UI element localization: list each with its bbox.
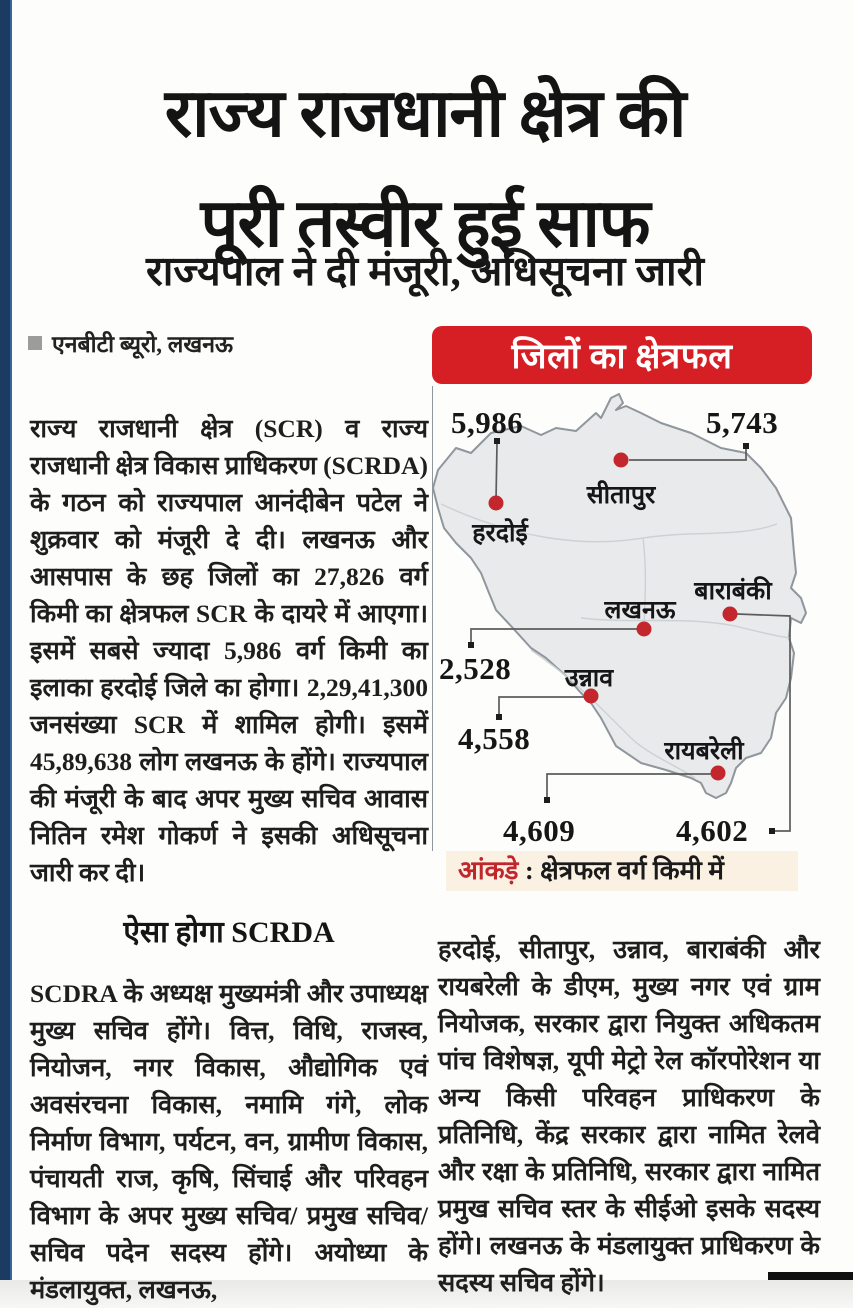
- section-heading: ऐसा होगा SCRDA: [123, 916, 335, 949]
- headline-line1: राज्य राजधानी क्षेत्र की: [164, 76, 686, 151]
- infographic-caption: [446, 851, 798, 891]
- area-sitapur: 5,743: [706, 405, 779, 440]
- area-unnao: 4,558: [458, 721, 531, 756]
- district-area-infographic: [432, 326, 812, 891]
- label-sitapur: सीतापुर: [586, 482, 656, 509]
- area-raebareli: 4,609: [503, 813, 576, 848]
- dot-sitapur: [614, 453, 629, 468]
- article-paragraph-1: राज्य राजधानी क्षेत्र (SCR) व राज्य राजधानी क्षेत्र विकास प्राधिकरण (SCRDA) के गठन को राज्यपाल आनंदीबेन पटेल ने शुक्रवार को मंजूरी दे दी। लखनऊ और आसपास के छह जिलों का 27,826 वर्ग किमी का क्षेत्रफल SCR के दायरे में आएगा। इसमें सबसे ज्यादा 5,986 वर्ग किमी का इलाका हरदोई जिले का होगा। 2,29,41,300 जनसंख्या SCR में शामिल होगी। इसमें 45,89,638 लोग लखनऊ के होंगे। राज्यपाल की मंजूरी के बाद अपर मुख्य सचिव आवास नितिन रमेश गोकर्ण ने इसकी अधिसूचना जारी कर दी।: [30, 413, 428, 887]
- dot-barabanki: [723, 607, 738, 622]
- label-raebareli: रायबरेली: [664, 738, 744, 765]
- label-unnao: उन्नाव: [564, 665, 614, 692]
- label-lucknow: लखनऊ: [604, 597, 676, 624]
- area-lucknow: 2,528: [439, 651, 512, 686]
- district-map: [432, 386, 813, 851]
- infographic-title-banner: जिलों का क्षेत्रफल: [432, 326, 812, 384]
- dot-raebareli: [711, 766, 726, 781]
- page-edge-bar: [0, 0, 12, 1280]
- byline-text: एनबीटी ब्यूरो, लखनऊ: [52, 332, 234, 357]
- caption-rest: : क्षेत्रफल वर्ग किमी में: [518, 856, 724, 885]
- article-paragraph-3: हरदोई, सीतापुर, उन्नाव, बाराबंकी और रायबरेली के डीएम, मुख्य नगर एवं ग्राम नियोजक, सरकार द्वारा नियुक्त अधिकतम पांच विशेषज्ञ, यूपी मेट्रो रेल कॉरपोरेशन या अन्य किसी परिवहन प्राधिकरण के प्रतिनिधि, केंद्र सरकार द्वारा नामित रेलवे और रक्षा के प्रतिनिधि, सरकार द्वारा नामित प्रमुख सचिव स्तर के सीईओ इसके सदस्य होंगे। लखनऊ के मंडलायुक्त प्राधिकरण के सदस्य सचिव होंगे।: [438, 934, 820, 1297]
- dot-hardoi: [489, 496, 504, 511]
- sub-headline: राज्यपाल ने दी मंजूरी, अधिसूचना जारी: [145, 248, 704, 294]
- area-hardoi: 5,986: [451, 405, 524, 440]
- headline-line2: पूरी तस्वीर हुई साफ: [200, 186, 650, 261]
- area-barabanki: 4,602: [676, 813, 749, 848]
- article-paragraph-2: SCDRA के अध्यक्ष मुख्यमंत्री और उपाध्यक्ष मुख्य सचिव होंगे। वित्त, विधि, राजस्व, नियोजन, नगर विकास, औद्योगिक एवं अवसंरचना विकास, नमामि गंगे, लोक निर्माण विभाग, पर्यटन, वन, ग्रामीण विकास, पंचायती राज, कृषि, सिंचाई और परिवहन विभाग के अपर मुख्य सचिव/ प्रमुख सचिव/सचिव पदेन सदस्य होंगे। अयोध्या के मंडलायुक्त, लखनऊ,: [30, 978, 428, 1304]
- byline-bullet-icon: [28, 336, 42, 350]
- label-hardoi: हरदोई: [472, 520, 528, 547]
- caption-label: आंकड़े: [458, 856, 519, 885]
- bottom-corner-strip: [768, 1272, 853, 1280]
- label-barabanki: बाराबंकी: [694, 578, 772, 605]
- byline: [28, 327, 408, 359]
